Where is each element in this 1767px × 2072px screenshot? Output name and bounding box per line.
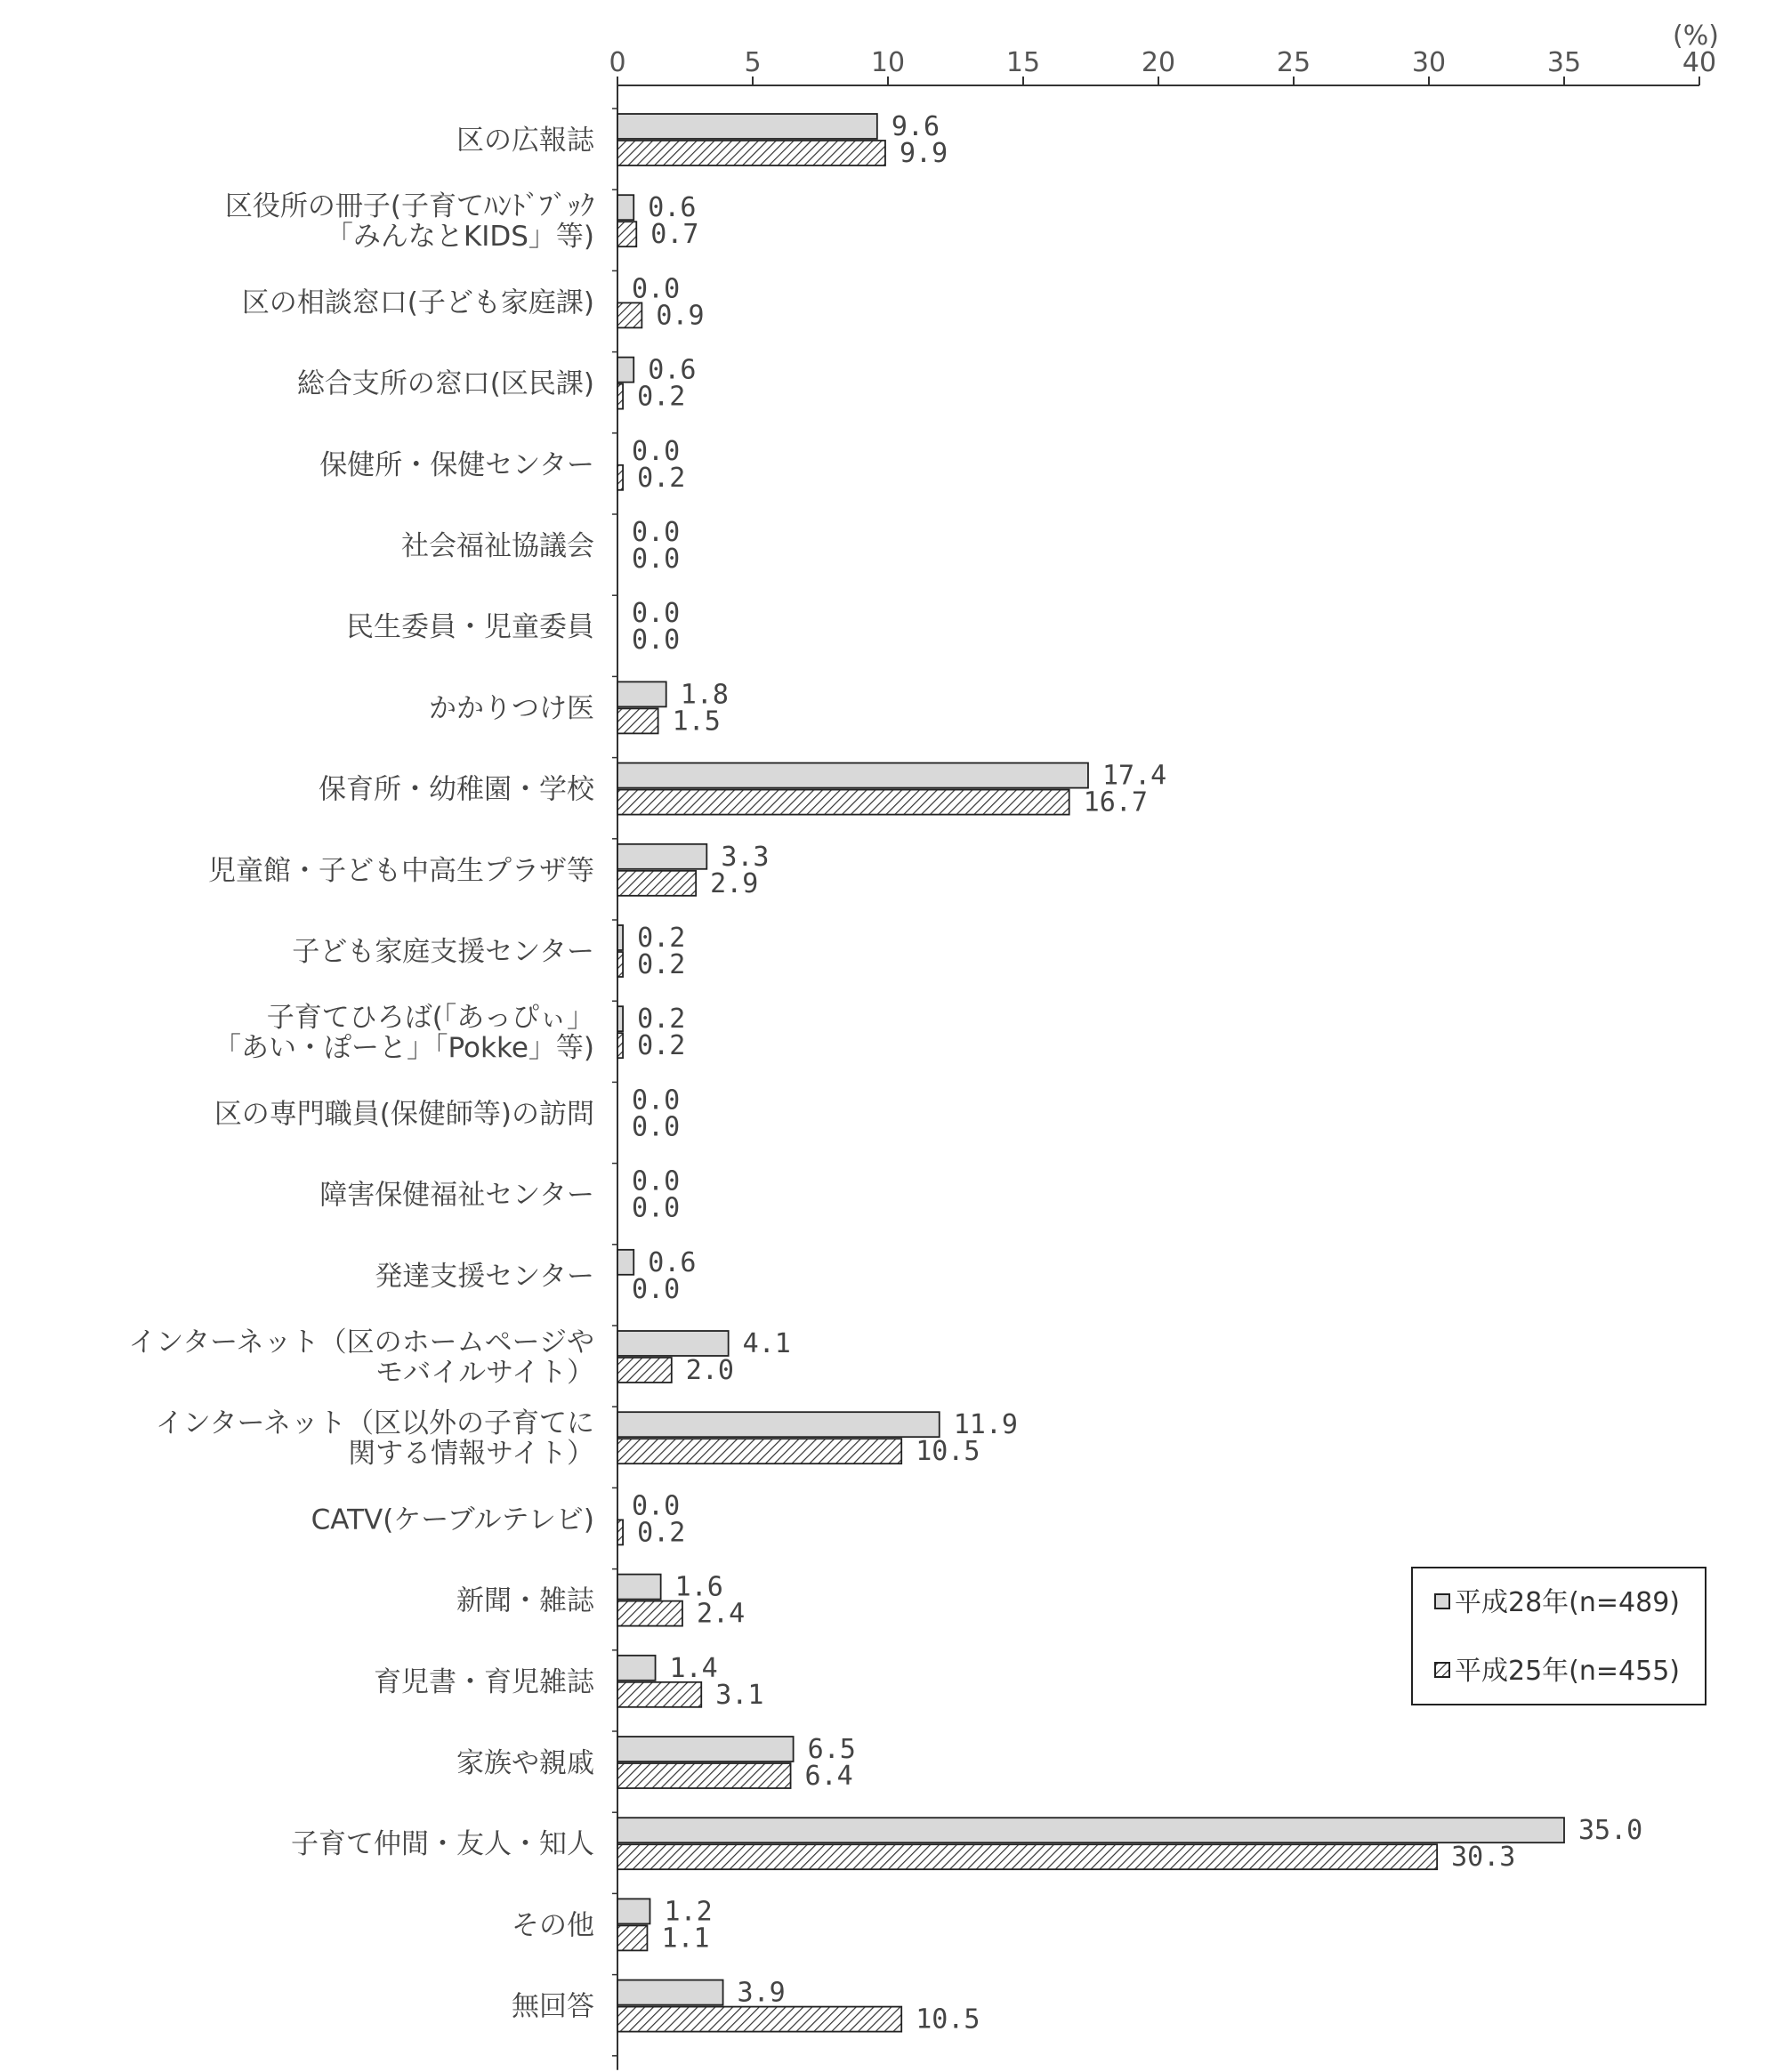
category-label: 無回答	[512, 1990, 594, 2023]
value-label-h28: 11.9	[953, 1409, 1019, 1441]
bar-h28	[617, 925, 623, 950]
bar-h25	[617, 2007, 901, 2032]
value-label-h28: 35.0	[1578, 1815, 1643, 1847]
bar-h28	[617, 681, 666, 706]
bar-h25	[617, 1358, 672, 1383]
value-label-h28: 0.2	[637, 923, 686, 954]
bar-h28	[617, 195, 633, 220]
bar-h25	[617, 384, 623, 409]
value-label-h25: 0.2	[637, 462, 686, 494]
value-label-h25: 0.2	[637, 1517, 686, 1549]
x-tick-label: 40	[1682, 47, 1717, 78]
bar-h28	[617, 114, 877, 139]
value-label-h25: 0.0	[632, 544, 681, 575]
bar-h28	[617, 1250, 633, 1275]
category-label: 新聞・雑誌	[456, 1584, 594, 1617]
value-label-h28: 0.0	[632, 1084, 681, 1117]
x-tick-label: 25	[1276, 47, 1311, 78]
value-label-h25: 10.5	[916, 2003, 980, 2036]
value-label-h28: 0.0	[632, 273, 681, 305]
category-label: 子ども家庭支援センター	[292, 936, 594, 968]
value-label-h25: 1.5	[672, 705, 721, 738]
value-label-h25: 1.1	[661, 1923, 710, 1955]
bar-h25	[617, 1925, 647, 1950]
value-label-h28: 9.6	[891, 111, 940, 142]
value-label-h25: 0.0	[632, 1192, 681, 1224]
category-label: 区の相談窓口(子ども家庭課)	[241, 286, 594, 319]
value-label-h25: 0.7	[650, 219, 699, 251]
x-tick-label: 10	[870, 47, 906, 78]
category-label: インターネット（区以外の子育てに	[155, 1407, 594, 1440]
category-label: インターネット（区のホームページや	[128, 1326, 594, 1358]
category-label: その他	[512, 1909, 594, 1942]
value-label-h25: 6.4	[804, 1761, 853, 1792]
value-label-h28: 0.6	[648, 1246, 697, 1278]
value-label-h25: 0.2	[637, 1030, 686, 1062]
category-label: 発達支援センター	[375, 1260, 594, 1293]
value-label-h28: 0.2	[637, 1004, 686, 1036]
category-label: 社会福祉協議会	[401, 530, 594, 562]
legend-swatch-h25	[1435, 1663, 1449, 1677]
legend	[1412, 1568, 1706, 1705]
category-label: 育児書・育児雑誌	[374, 1665, 594, 1698]
x-tick-label: 5	[744, 47, 762, 78]
x-tick-label: 35	[1546, 47, 1582, 78]
category-labels	[128, 125, 595, 2023]
value-label-h28: 0.0	[632, 435, 681, 467]
bar-h25	[617, 1763, 791, 1788]
bar-h25	[617, 302, 641, 327]
category-label: 子育てひろば(「あっぴぃ」	[266, 1002, 594, 1035]
bar-h25	[617, 1682, 701, 1707]
value-label-h28: 17.4	[1101, 760, 1167, 792]
category-label: 区役所の冊子(子育てﾊﾝﾄﾞﾌﾞｯｸ	[224, 190, 594, 223]
category-label: 保健所・保健センター	[319, 448, 594, 481]
x-tick-label: 20	[1141, 47, 1176, 78]
bar-h28	[617, 1412, 940, 1437]
bar-h25	[617, 708, 658, 733]
bar-h25	[617, 790, 1069, 815]
value-label-h25: 0.0	[632, 625, 681, 657]
bar-h25	[617, 1844, 1437, 1869]
category-label: 関する情報サイト）	[348, 1438, 594, 1471]
value-label-h28: 1.2	[664, 1896, 713, 1928]
legend-label-h28: 平成28年(n=489)	[1455, 1587, 1680, 1618]
value-label-h25: 30.3	[1451, 1842, 1516, 1874]
bar-h28	[617, 1331, 729, 1356]
category-label: モバイルサイト）	[375, 1357, 594, 1389]
bar-h25	[617, 1520, 623, 1544]
bars	[617, 114, 1564, 2032]
value-label-h25: 2.0	[685, 1355, 734, 1386]
x-tick-label: 15	[1005, 47, 1041, 78]
bar-h25	[617, 141, 885, 165]
value-label-h25: 10.5	[916, 1436, 980, 1468]
value-label-h25: 9.9	[899, 138, 948, 169]
category-label: 障害保健福祉センター	[319, 1179, 594, 1212]
legend-swatch-h28	[1435, 1594, 1449, 1608]
x-tick-label: 30	[1411, 47, 1447, 78]
value-label-h25: 16.7	[1083, 786, 1148, 818]
value-label-h25: 0.2	[637, 949, 686, 980]
value-label-h25: 2.9	[710, 867, 759, 899]
value-label-h28: 0.6	[648, 354, 697, 386]
category-label: CATV(ケーブルテレビ)	[311, 1504, 594, 1536]
bar-h25	[617, 222, 636, 246]
bar-h28	[617, 1656, 656, 1681]
bar-h25	[617, 952, 623, 977]
category-label: 家族や親戚	[456, 1747, 594, 1779]
value-label-h28: 6.5	[807, 1734, 856, 1765]
bar-h25	[617, 871, 696, 896]
bar-h25	[617, 1601, 682, 1626]
value-label-h25: 3.1	[715, 1679, 764, 1711]
bar-h28	[617, 763, 1088, 788]
bar-h28	[617, 1006, 623, 1031]
category-label: 区の専門職員(保健師等)の訪問	[214, 1098, 594, 1131]
bar-h28	[617, 1899, 650, 1923]
value-label-h25: 0.0	[632, 1273, 681, 1305]
legend-label-h25: 平成25年(n=455)	[1455, 1656, 1680, 1687]
category-label: 区の広報誌	[456, 125, 594, 157]
category-label: 保育所・幼稚園・学校	[319, 773, 594, 806]
category-label: かかりつけ医	[429, 692, 594, 725]
x-tick-label: 0	[609, 47, 626, 78]
category-label: 「みんなとKIDS」等)	[325, 221, 594, 254]
bar-h28	[617, 844, 706, 869]
value-label-h28: 0.0	[632, 1490, 681, 1522]
bar-h28	[617, 1575, 661, 1600]
bar-h28	[617, 1980, 723, 2005]
value-label-h28: 3.3	[721, 841, 770, 873]
value-label-h28: 1.8	[680, 679, 729, 711]
value-label-h28: 4.1	[742, 1328, 791, 1359]
bar-h28	[617, 1818, 1564, 1842]
value-label-h28: 0.0	[632, 1165, 681, 1197]
bar-h28	[617, 358, 633, 383]
value-label-h28: 0.0	[632, 598, 681, 630]
value-label-h25: 0.0	[632, 1111, 681, 1143]
bar-h25	[617, 1439, 901, 1463]
category-label: 総合支所の窓口(区民課)	[296, 367, 594, 400]
category-label: 子育て仲間・友人・知人	[291, 1828, 594, 1861]
value-label-h28: 3.9	[737, 1977, 786, 2009]
value-label-h25: 2.4	[696, 1598, 746, 1630]
bar-h28	[617, 1737, 794, 1762]
axis-unit-label: (%)	[1673, 20, 1719, 52]
value-label-h28: 1.6	[674, 1571, 723, 1603]
category-label: 児童館・子ども中高生プラザ等	[208, 854, 594, 887]
value-label-h25: 0.2	[637, 381, 686, 413]
value-label-h25: 0.9	[656, 300, 705, 332]
bar-h25	[617, 1033, 623, 1058]
value-label-h28: 0.6	[648, 192, 697, 224]
value-label-h28: 0.0	[632, 517, 681, 548]
category-label: 民生委員・児童委員	[346, 611, 594, 644]
value-label-h28: 1.4	[669, 1652, 718, 1684]
bar-h25	[617, 465, 623, 490]
category-label: 「あい・ぽーと」「Pokke」等)	[213, 1032, 594, 1065]
